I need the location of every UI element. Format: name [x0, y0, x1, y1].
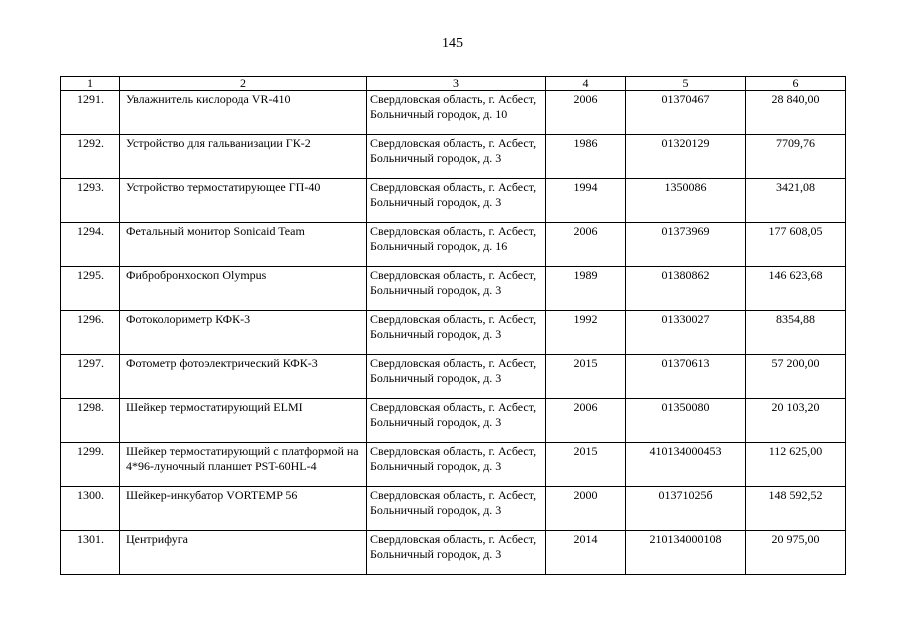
table-row: [61, 443, 846, 487]
table-row: [61, 531, 846, 575]
item-year: 2006: [546, 399, 626, 443]
page-number: 145: [442, 36, 463, 51]
row-number: 1291.: [61, 91, 120, 135]
inventory-number: 01370467: [626, 91, 746, 135]
row-number: 1293.: [61, 179, 120, 223]
item-name: Фибробронхоскоп Olympus: [120, 267, 367, 311]
item-cost: 20 103,20: [746, 399, 846, 443]
item-year: 2014: [546, 531, 626, 575]
item-address: Свердловская область, г. Асбест, Больничный городок, д. 3: [367, 267, 546, 311]
item-name: Центрифуга: [120, 531, 367, 575]
inventory-number: 01373969: [626, 223, 746, 267]
item-address: Свердловская область, г. Асбест, Больничный городок, д. 3: [367, 443, 546, 487]
row-number: 1299.: [61, 443, 120, 487]
column-header: 3: [367, 77, 546, 91]
item-year: 2006: [546, 223, 626, 267]
inventory-number: 410134000453: [626, 443, 746, 487]
item-name: Устройство термостатирующее ГП-40: [120, 179, 367, 223]
row-number: 1294.: [61, 223, 120, 267]
inventory-number: 01350080: [626, 399, 746, 443]
row-number: 1301.: [61, 531, 120, 575]
item-address: Свердловская область, г. Асбест, Больничный городок, д. 3: [367, 179, 546, 223]
item-cost: 148 592,52: [746, 487, 846, 531]
item-year: 2000: [546, 487, 626, 531]
table-row: [61, 487, 846, 531]
item-cost: 20 975,00: [746, 531, 846, 575]
item-address: Свердловская область, г. Асбест, Больничный городок, д. 3: [367, 531, 546, 575]
item-name: Шейкер термостатирующий с платформой на 4*96-луночный планшет PST-60HL-4: [120, 443, 367, 487]
inventory-number: 01330027: [626, 311, 746, 355]
item-year: 2015: [546, 355, 626, 399]
inventory-number: 01380862: [626, 267, 746, 311]
item-address: Свердловская область, г. Асбест, Больничный городок, д. 16: [367, 223, 546, 267]
item-year: 1992: [546, 311, 626, 355]
inventory-number: 1350086: [626, 179, 746, 223]
row-number: 1298.: [61, 399, 120, 443]
table-row: [61, 399, 846, 443]
row-number: 1296.: [61, 311, 120, 355]
item-name: Фотоколориметр КФК-3: [120, 311, 367, 355]
inventory-number: 01320129: [626, 135, 746, 179]
item-cost: 7709,76: [746, 135, 846, 179]
item-address: Свердловская область, г. Асбест, Больничный городок, д. 3: [367, 311, 546, 355]
item-cost: 177 608,05: [746, 223, 846, 267]
property-table: [60, 76, 846, 575]
table-row: [61, 355, 846, 399]
table-row: [61, 91, 846, 135]
inventory-number: 01371025б: [626, 487, 746, 531]
item-year: 1994: [546, 179, 626, 223]
item-cost: 112 625,00: [746, 443, 846, 487]
column-header: 4: [546, 77, 626, 91]
item-cost: 28 840,00: [746, 91, 846, 135]
item-year: 1989: [546, 267, 626, 311]
item-cost: 146 623,68: [746, 267, 846, 311]
item-name: Фотометр фотоэлектрический КФК-3: [120, 355, 367, 399]
item-year: 2015: [546, 443, 626, 487]
row-number: 1297.: [61, 355, 120, 399]
item-address: Свердловская область, г. Асбест, Больничный городок, д. 3: [367, 399, 546, 443]
item-address: Свердловская область, г. Асбест, Больничный городок, д. 3: [367, 487, 546, 531]
item-year: 1986: [546, 135, 626, 179]
row-number: 1300.: [61, 487, 120, 531]
inventory-number: 210134000108: [626, 531, 746, 575]
table-row: [61, 179, 846, 223]
item-cost: 8354,88: [746, 311, 846, 355]
table-row: [61, 223, 846, 267]
column-header: 1: [61, 77, 120, 91]
item-name: Фетальный монитор Sonicaid Team: [120, 223, 367, 267]
item-cost: 3421,08: [746, 179, 846, 223]
column-header: 6: [746, 77, 846, 91]
inventory-number: 01370613: [626, 355, 746, 399]
table-row: [61, 311, 846, 355]
item-address: Свердловская область, г. Асбест, Больничный городок, д. 10: [367, 91, 546, 135]
item-name: Устройство для гальванизации ГК-2: [120, 135, 367, 179]
item-cost: 57 200,00: [746, 355, 846, 399]
column-header: 5: [626, 77, 746, 91]
item-address: Свердловская область, г. Асбест, Больничный городок, д. 3: [367, 135, 546, 179]
item-address: Свердловская область, г. Асбест, Больничный городок, д. 3: [367, 355, 546, 399]
column-header: 2: [120, 77, 367, 91]
table-row: [61, 267, 846, 311]
row-number: 1292.: [61, 135, 120, 179]
item-name: Увлажнитель кислорода VR-410: [120, 91, 367, 135]
row-number: 1295.: [61, 267, 120, 311]
item-name: Шейкер-инкубатор VORTEMP 56: [120, 487, 367, 531]
item-year: 2006: [546, 91, 626, 135]
header-row: [61, 77, 846, 91]
item-name: Шейкер термостатирующий ELMI: [120, 399, 367, 443]
table-row: [61, 135, 846, 179]
